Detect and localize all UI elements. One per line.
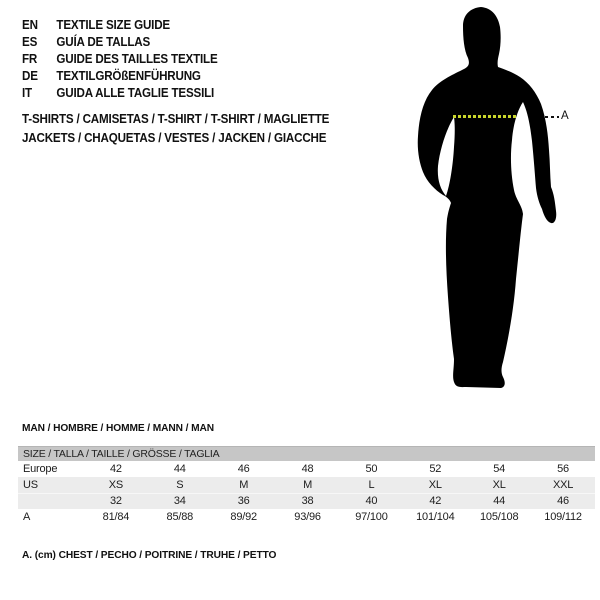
size-cell: 81/84 xyxy=(102,511,130,523)
size-cell: 85/88 xyxy=(166,511,194,523)
language-row xyxy=(22,17,218,34)
size-cell: 50 xyxy=(365,463,378,475)
size-cell: 40 xyxy=(365,495,378,508)
language-code: DE xyxy=(22,69,38,83)
row-label: US xyxy=(18,477,84,493)
category-tshirts: T-SHIRTS / CAMISETAS / T-SHIRT / T-SHIRT / MAGLIETTE xyxy=(22,112,330,126)
language-code: FR xyxy=(22,52,38,66)
size-cell: M xyxy=(212,477,276,493)
man-silhouette-svg xyxy=(408,5,568,390)
language-label: TEXTILE SIZE GUIDE xyxy=(56,18,170,32)
size-cell: 89/92 xyxy=(230,511,257,523)
table-header-row xyxy=(18,447,595,462)
size-cell: XS xyxy=(84,477,148,493)
size-cell: 52 xyxy=(429,463,442,475)
language-row xyxy=(22,34,218,51)
size-cell: 109/112 xyxy=(544,511,582,523)
chest-footnote: A. (cm) CHEST / PECHO / POITRINE / TRUHE / PETTO xyxy=(22,549,277,561)
row-label: A xyxy=(23,511,31,523)
language-list xyxy=(22,17,232,102)
size-cell: 97/100 xyxy=(355,511,388,523)
table-row xyxy=(18,509,595,525)
size-cell: 46 xyxy=(557,495,569,508)
language-label: TEXTILGRÖßENFÜHRUNG xyxy=(56,69,201,83)
size-table xyxy=(18,446,595,525)
size-cell: M xyxy=(276,477,340,493)
table-row xyxy=(18,461,595,477)
category-jackets: JACKETS / CHAQUETAS / VESTES / JACKEN / GIACCHE xyxy=(22,131,327,145)
size-cell: 44 xyxy=(493,495,506,508)
row-label xyxy=(18,493,84,509)
language-label: GUIDE DES TAILLES TEXTILE xyxy=(56,52,218,66)
size-cell: XL xyxy=(403,477,467,493)
size-cell: 105/108 xyxy=(480,511,519,523)
table-header-label: SIZE / TALLA / TAILLE / GRÖSSE / TAGLIA xyxy=(18,447,595,462)
measure-leader-dashes xyxy=(545,116,559,118)
size-cell: 42 xyxy=(429,495,442,508)
section-title-man: MAN / HOMBRE / HOMME / MANN / MAN xyxy=(22,422,215,434)
size-cell: XXL xyxy=(531,477,595,493)
language-label: GUIDA ALLE TAGLIE TESSILI xyxy=(56,86,215,100)
size-cell: L xyxy=(340,477,404,493)
language-code: EN xyxy=(22,18,38,32)
language-code: IT xyxy=(22,86,32,100)
man-silhouette xyxy=(408,5,570,390)
size-cell: 44 xyxy=(173,463,186,475)
size-cell: 93/96 xyxy=(294,511,321,523)
language-code: ES xyxy=(22,35,38,49)
language-row xyxy=(22,68,218,85)
chest-measure-dashed-line xyxy=(453,115,516,118)
size-table-body xyxy=(18,461,595,525)
measure-label-a: A xyxy=(561,110,569,122)
row-label: Europe xyxy=(23,463,58,475)
language-row xyxy=(22,51,218,68)
size-cell: 36 xyxy=(237,495,250,508)
size-cell: XL xyxy=(467,477,531,493)
size-cell: 32 xyxy=(110,495,122,508)
language-label: GUÍA DE TALLAS xyxy=(56,35,151,49)
size-cell: 38 xyxy=(301,495,314,508)
size-cell: 42 xyxy=(110,463,122,475)
garment-categories xyxy=(22,110,352,148)
size-cell: S xyxy=(148,477,212,493)
size-cell: 101/104 xyxy=(416,511,455,523)
table-row xyxy=(18,477,595,493)
table-row xyxy=(18,493,595,509)
size-cell: 46 xyxy=(237,463,250,475)
language-row xyxy=(22,85,218,102)
size-cell: 56 xyxy=(557,463,569,475)
size-cell: 54 xyxy=(493,463,506,475)
size-cell: 48 xyxy=(301,463,314,475)
size-cell: 34 xyxy=(173,495,186,508)
